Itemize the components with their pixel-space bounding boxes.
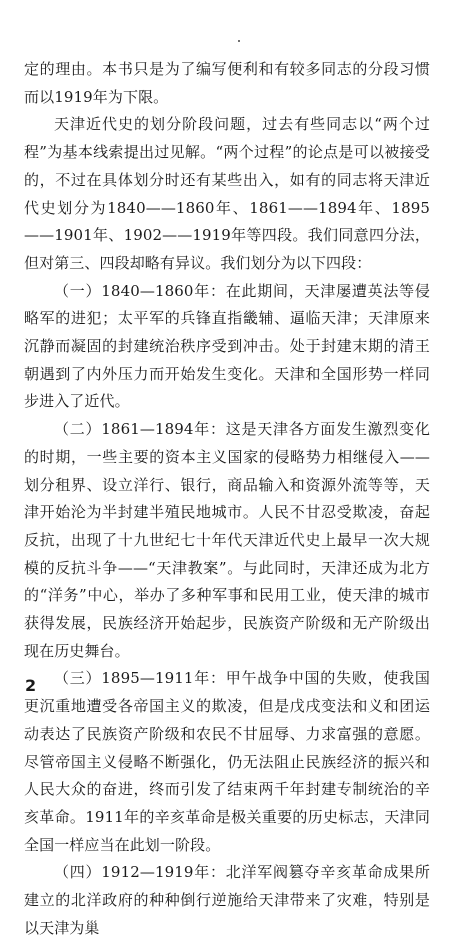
print-speck [238, 40, 240, 42]
page-body [24, 56, 430, 943]
paragraph-period-four: （四）1912—1919年：北洋军阀篡夺辛亥革命成果所建立的北洋政府的种种倒行逆施给天津带来了灾难，特别是以天津为巢 [24, 863, 430, 937]
paragraph-continuation: 定的理由。本书只是为了编写便利和有较多同志的分段习惯而以1919年为下限。 [24, 60, 430, 106]
paragraph-period-one: （一）1840—1860年：在此期间，天津屡遭英法等侵略军的进犯；太平军的兵锋直指畿辅、逼临天津；天津原来沉静而凝固的封建统治秩序受到冲击。处于封建末期的清王朝遇到了内外压力而开始发生变化。天津和全国形势一样同步进入了近代。 [24, 281, 430, 411]
page-number: 2 [25, 676, 37, 695]
paragraph-period-three: （三）1895—1911年：甲午战争中国的失败，使我国更沉重地遭受各帝国主义的欺凌，但是戊戌变法和义和团运动表达了民族资产阶级和农民不甘屈辱、力求富强的意愿。尽管帝国主义侵略不断强化，仍无法阻止民族经济的振兴和人民大众的奋进，终而引发了结束两千年封建专制统治的辛亥革命。1911年的辛亥革命是极关重要的历史标志，天津同全国一样应当在此划一阶段。 [24, 669, 430, 854]
paragraph-periodization-intro: 天津近代史的划分阶段问题，过去有些同志以“两个过程”为基本线索提出过见解。“两个过程”的论点是可以被接受的，不过在具体划分时还有某些出入，如有的同志将天津近代史划分为1840——1860年、1861——1894年、1895——1901年、1902——1919年等四段。我们同意四分法，但对第三、四段却略有异议。我们划分为以下四段： [24, 115, 430, 272]
paragraph-period-two: （二）1861—1894年：这是天津各方面发生激烈变化的时期，一些主要的资本主义国家的侵略势力相继侵入——划分租界、设立洋行、银行，商品输入和资源外流等等，天津开始沦为半封建半殖民地城市。人民不甘忍受欺凌，奋起反抗，出现了十九世纪七十年代天津近代史上最早一次大规模的反抗斗争——“天津教案”。与此同时，天津还成为北方的“洋务”中心，举办了多种军事和民用工业，使天津的城市获得发展，民族经济开始起步，民族资产阶级和无产阶级出现在历史舞台。 [24, 420, 430, 660]
